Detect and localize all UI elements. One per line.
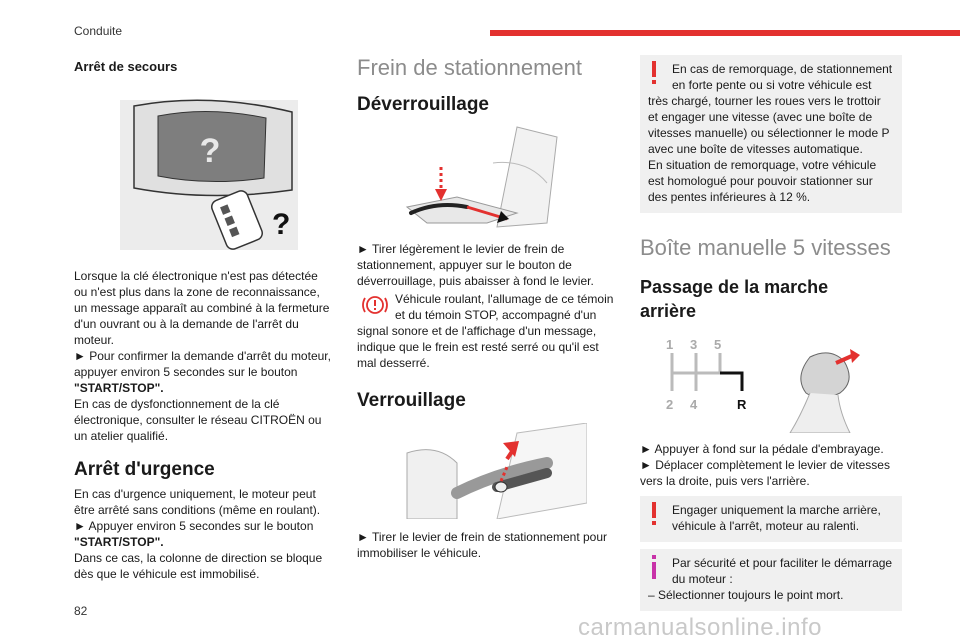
question-mark-icon-key: ? (272, 208, 291, 241)
text-line: indique que le frein est resté serré ou qu'il est (357, 340, 599, 354)
text-line: vitesses manuelle) ou sélectionner le mode P (648, 126, 890, 140)
text-line: est homologué pour pouvoir stationner sur (648, 174, 873, 188)
gear-label: 2 (666, 397, 674, 412)
info-icon (650, 555, 658, 579)
text-line: et du témoin STOP, accompagné d'un (395, 308, 597, 322)
text-line: "START/STOP". (74, 535, 164, 549)
text-line: un message apparaît au combiné à la fermeture (74, 301, 330, 315)
column-left (74, 50, 342, 582)
heading-marche-arriere-2: arrière (640, 301, 697, 321)
question-mark-icon: ? (199, 132, 221, 170)
gear-label: 3 (690, 337, 698, 352)
text-line: ► Appuyer à fond sur la pédale d'embrayage. (640, 442, 884, 456)
text-line: Par sécurité et pour faciliter le démarrage (672, 556, 893, 570)
info-box-securite (640, 549, 902, 611)
text-line: ► Tirer le levier de frein de stationnement pour (357, 530, 608, 544)
text-line: En cas d'urgence uniquement, le moteur peut (74, 487, 316, 501)
text-line: ► Pour confirmer la demande d'arrêt du moteur, (74, 349, 331, 363)
watermark: carmanualsonline.info (578, 614, 822, 641)
gear-label: 1 (666, 337, 674, 352)
heading-marche-arriere: Passage de la marche (640, 277, 829, 297)
car-key-illustration (114, 94, 342, 258)
text-line: stationnement, appuyer sur le bouton de (357, 258, 572, 272)
text-line: des pentes inférieures à 12 %. (648, 190, 811, 204)
text-line: déverrouillage, puis abaisser à fond le levier. (357, 274, 594, 288)
text-line: ► Appuyer environ 5 secondes sur le bouton (74, 519, 314, 533)
text-line: électronique, consulter le réseau CITROËN ou (74, 413, 322, 427)
text-line: signal sonore et de l'affichage d'un message, (357, 324, 597, 338)
text-line: ► Tirer légèrement le levier de frein de (357, 242, 565, 256)
warning-box-marche-arriere (640, 496, 902, 542)
page-number: 82 (74, 604, 88, 618)
text-line: En cas de remorquage, de stationnement (672, 62, 893, 76)
exclamation-icon (650, 61, 658, 85)
text-line: être arrêté sans conditions (même en roulant). (74, 503, 321, 517)
section-frein-stationnement: Frein de stationnement (357, 55, 583, 80)
handbrake-release-illustration (397, 123, 619, 233)
text-line: du moteur : (672, 572, 733, 586)
text-line: En situation de remorquage, votre véhicule (648, 158, 877, 172)
text-line: très chargé, tourner les roues vers le trottoir (648, 94, 881, 108)
exclamation-icon (650, 502, 658, 526)
text-line: avec une boîte de vitesses automatique. (648, 142, 863, 156)
text-line: et engager une vitesse (avec une boîte de (648, 110, 873, 124)
gear-label-reverse: R (737, 397, 747, 412)
heading-deverrouillage: Déverrouillage (357, 94, 489, 115)
text-line: "START/STOP". (74, 381, 164, 395)
text-line: véhicule à l'arrêt, moteur au ralenti. (672, 519, 860, 533)
heading-verrouillage: Verrouillage (357, 390, 466, 411)
text-line: – Sélectionner toujours le point mort. (648, 588, 844, 602)
text-line: Véhicule roulant, l'allumage de ce témoin (395, 292, 614, 306)
brake-warning-note (357, 291, 619, 371)
column-middle (357, 50, 619, 561)
text-line: d'un ouvrant ou à la demande de l'arrêt du (74, 317, 299, 331)
text-line: dès que le véhicule est immobilisé. (74, 567, 260, 581)
text-line: mal desserré. (357, 356, 430, 370)
text-line: immobiliser le véhicule. (357, 546, 482, 560)
gear-label: 5 (714, 337, 722, 352)
text-line: ► Déplacer complètement le levier de vitesses (640, 458, 890, 472)
gear-label: 4 (690, 397, 698, 412)
header-accent-bar (490, 30, 960, 36)
text-line: vers la droite, puis vers l'arrière. (640, 474, 810, 488)
handbrake-lock-illustration (397, 423, 619, 519)
text-line: appuyer environ 5 secondes sur le bouton (74, 365, 298, 379)
text-line: En cas de dysfonctionnement de la clé (74, 397, 280, 411)
text-line: Lorsque la clé électronique n'est pas détectée (74, 269, 318, 283)
brake-warning-icon (361, 293, 389, 317)
text-line: en forte pente ou si votre véhicule est (672, 78, 872, 92)
heading-arret-urgence: Arrêt d'urgence (74, 459, 215, 480)
text-line: ou n'est plus dans la zone de reconnaissance, (74, 285, 320, 299)
text-line: Engager uniquement la marche arrière, (672, 503, 881, 517)
header-title: Conduite (74, 24, 123, 38)
text-line: Dans ce cas, la colonne de direction se bloque (74, 551, 323, 565)
text-line: moteur. (74, 333, 115, 347)
gear-shift-illustration (660, 337, 860, 433)
warning-box-remorquage (640, 55, 902, 213)
section-boite-manuelle: Boîte manuelle 5 vitesses (640, 235, 891, 260)
heading-arret-secours: Arrêt de secours (74, 59, 178, 74)
column-right (640, 50, 902, 611)
text-line: un atelier qualifié. (74, 429, 169, 443)
